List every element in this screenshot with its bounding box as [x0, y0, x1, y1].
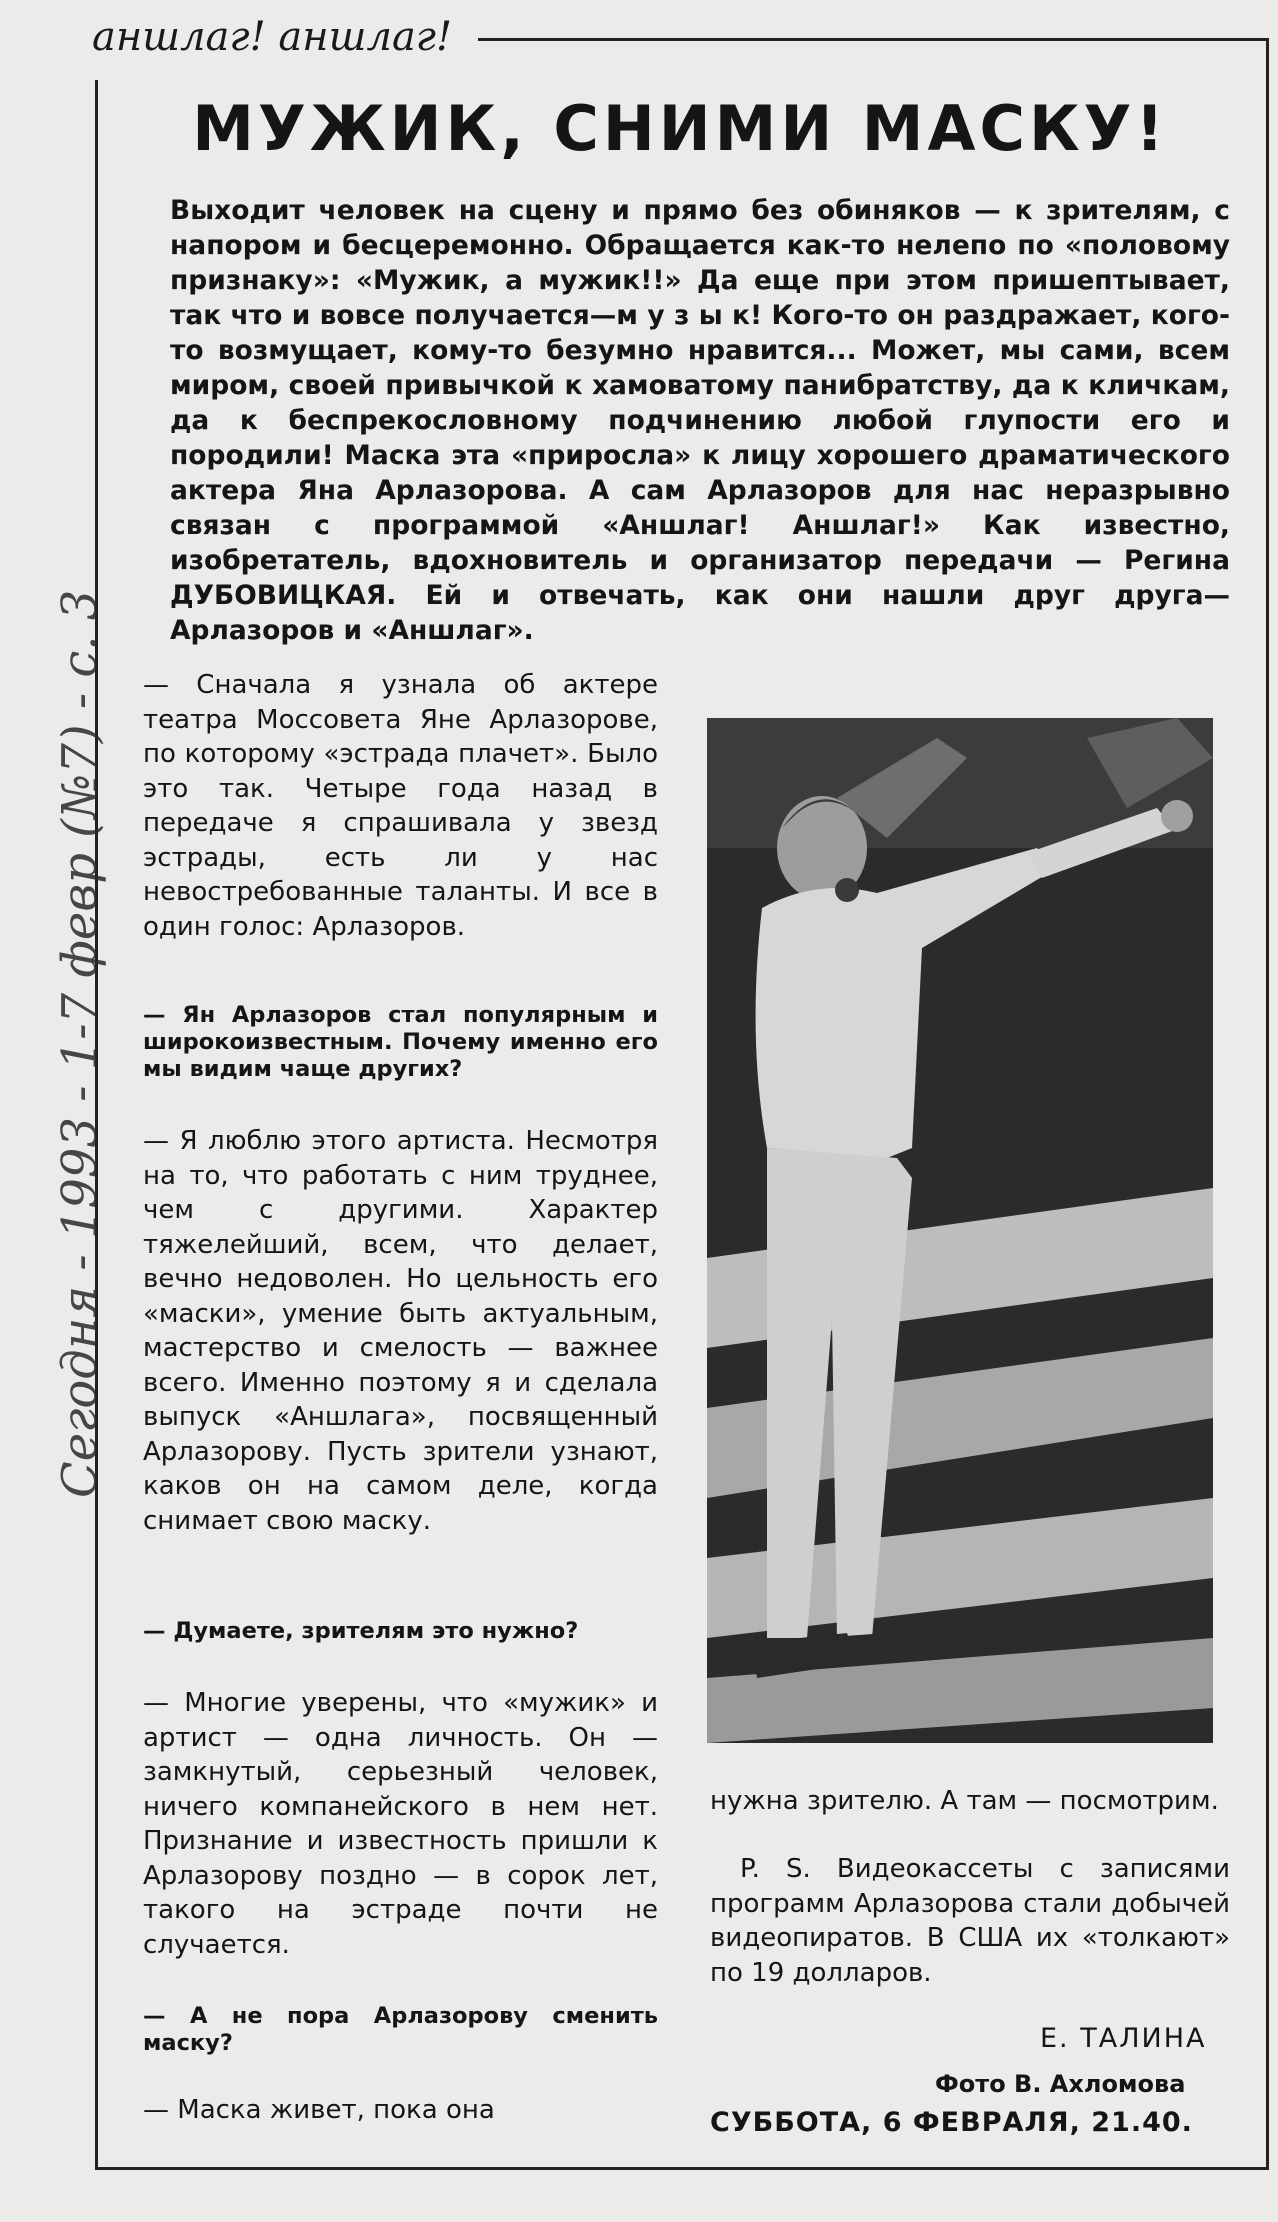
answer-2-block: [143, 1124, 658, 1538]
answer-4-continued: нужна зрителю. А там — посмотрим.: [710, 1786, 1219, 1816]
answer-1-block: [143, 668, 658, 944]
rubric-rule: [478, 38, 1268, 41]
question-1-block: [143, 1002, 658, 1083]
question-2: — Думаете, зрителям это нужно?: [143, 1618, 579, 1644]
question-1: — Ян Арлазоров стал популярным и широкоизвестным. Почему именно его мы видим чаще других?: [143, 1002, 658, 1082]
air-time: СУББОТА, 6 ФЕВРАЛЯ, 21.40.: [710, 2107, 1193, 2138]
article-lead: [170, 193, 1230, 648]
answer-4-block: [143, 2093, 658, 2128]
rubric-title: аншлаг! аншлаг!: [92, 14, 453, 60]
performer-photo: [707, 718, 1213, 1743]
answer-1: — Сначала я узнала об актере театра Моссовета Яне Арлазорове, по которому «эстрада плачет». Было это так. Четыре года назад в передаче я спрашивала у звезд эстрады, есть ли у нас невостребованные таланты. И все в один голос: Арлазоров.: [143, 670, 658, 942]
handwritten-note: Сегодня - 1993 - 1-7 февр (№7) - с. 3: [52, 589, 108, 1498]
answer-3: — Многие уверены, что «мужик» и артист — одна личность. Он — замкнутый, серьезный человек, ничего компанейского в нем нет. Признание и известность пришли к Арлазорову поздно — в сорок лет, такого на эстраде почти не случается.: [143, 1688, 658, 1960]
frame-right-rule: [1266, 38, 1269, 2170]
postscript-block: [710, 1852, 1230, 1990]
lead-paragraph: Выходит человек на сцену и прямо без обиняков — к зрителям, с напором и бесцеремонно. Обращается как-то нелепо по «половому признаку»: «Мужик, а мужик!!» Да еще при этом пришептывает, так что и вовсе получается—м у з ы к! Кого-то он раздражает, кого-то возмущает, кому-то безумно нравится... Может, мы сами, всем миром, своей привычкой к хамоватому панибратству, да к кличкам, да к беспрекословному подчинению любой глупости его и породили! Маска эта «приросла» к лицу хорошего драматического актера Яна Арлазорова. А сам Арлазоров для нас неразрывно связан с программой «Аншлаг! Аншлаг!» Как известно, изобретатель, вдохновитель и организатор передачи — Регина ДУБОВИЦКАЯ. Ей и отвечать, как они нашли друг друга—Арлазоров и «Аншлаг».: [170, 195, 1230, 646]
author-byline: Е. ТАЛИНА: [1040, 2023, 1207, 2054]
frame-bottom-rule: [95, 2167, 1268, 2170]
photo-credit: Фото В. Ахломова: [935, 2070, 1186, 2098]
article-headline: МУЖИК, СНИМИ МАСКУ!: [192, 92, 1168, 165]
answer-4: — Маска живет, пока она: [143, 2095, 495, 2125]
answer-2: — Я люблю этого артиста. Несмотря на то, что работать с ним труднее, чем с другими. Характер тяжелейший, всем, что делает, вечно недоволен. Но цельность его «маски», умение быть актуальным, мастерство и смелость — важнее всего. Именно поэтому я и сделала выпуск «Аншлага», посвященный Арлазорову. Пусть зрители узнают, каков он на самом деле, когда снимает свою маску.: [143, 1126, 658, 1536]
question-3-block: [143, 2003, 658, 2057]
answer-4-continued-block: [710, 1784, 1230, 1819]
postscript: P. S. Видеокассеты с записями программ Арлазорова стали добычей видеопиратов. В США их «толкают» по 19 долларов.: [710, 1854, 1230, 1988]
question-2-block: [143, 1618, 658, 1645]
question-3: — А не пора Арлазорову сменить маску?: [143, 2003, 658, 2056]
answer-3-block: [143, 1686, 658, 1962]
